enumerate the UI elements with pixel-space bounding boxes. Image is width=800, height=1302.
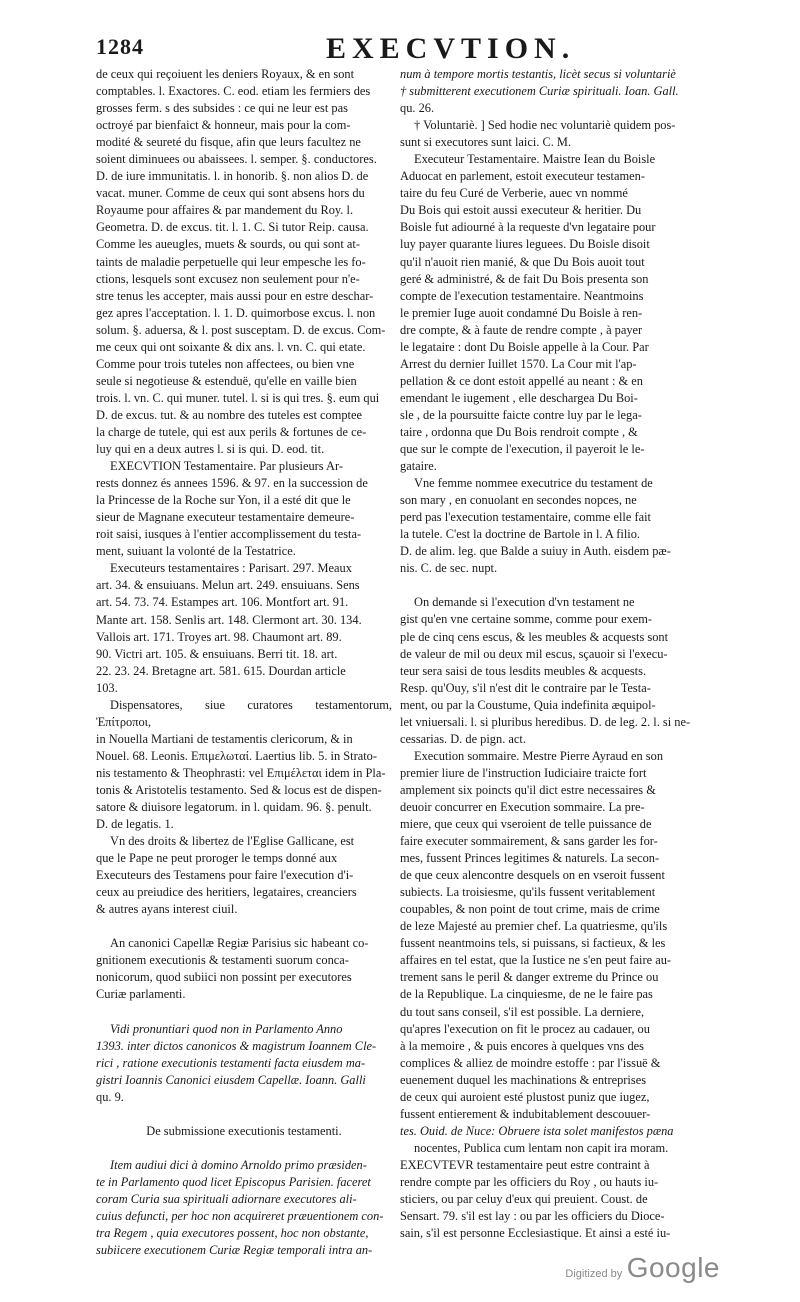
text-line: octroyé par bienfaict & honneur, mais pour la com- <box>96 118 351 133</box>
text-line: Item audiui dici à domino Arnoldo primo præsiden- <box>110 1157 367 1172</box>
text-line: D. de excus. tut. & au nombre des tuteles est comptee <box>96 407 362 422</box>
text-line: fussent neantmoins tels, si puissans, si factieux, & les <box>400 936 666 951</box>
text-line: let vniuersali. l. si pluribus heredibus. D. de leg. 2. l. si ne- <box>400 714 691 729</box>
text-line: geré & administré, & de fait Du Bois presenta son <box>400 271 649 286</box>
text-line: solum. §. aduersa, & l. post susceptam. D. de excus. Com- <box>96 322 386 337</box>
page-number: 1284 <box>96 34 144 59</box>
text-line: seule si negotieuse & estenduë, qu'elle en vaille bien <box>96 373 357 388</box>
text-line: trois. l. vn. C. qui muner. tutel. l. si is qui tres. §. eum qui <box>96 390 380 405</box>
page-header <box>0 34 800 66</box>
text-line: Execution sommaire. Mestre Pierre Ayraud en son <box>414 748 664 763</box>
section-lead-line: nocentes, Publica cum lentam non capit ira moram. <box>414 1140 669 1155</box>
text-line: fussent entierement & indubitablement descouuer- <box>400 1106 651 1121</box>
text-line: art. 54. 73. 74. Estampes art. 106. Montfort art. 91. <box>96 595 349 610</box>
text-line: subiects. La troisiesme, qu'ils fussent veritablement <box>400 885 656 900</box>
text-line: cessarias. D. de pign. act. <box>400 731 526 746</box>
text-line: 22. 23. 24. Bretagne art. 581. 615. Dourdan article <box>96 663 346 678</box>
text-line: num à tempore mortis testantis, licèt secus si voluntariè <box>400 67 676 81</box>
text-line: la charge de tutele, qui est aux perils & fortunes de ce- <box>96 424 367 439</box>
text-line: sain, s'il est personne Ecclesiastique. Et ainsi a esté iu- <box>400 1226 671 1241</box>
spacer <box>400 577 704 594</box>
text-line: nis testamento & Theophrasti: vel Επιμέλεται idem in Pla- <box>96 765 386 780</box>
text-line: le premier Iuge auoit condamné Du Boisle à ren- <box>400 305 643 320</box>
left-column <box>96 66 392 1259</box>
text-line: Executeurs des Testamens pour faire l'execution d'i- <box>96 868 354 883</box>
text-line: affaires en tel estat, que la Iustice ne s'en peut faire au- <box>400 953 672 968</box>
text-line: Du Bois qui estoit aussi executeur & heritier. Du <box>400 203 642 218</box>
text-line: rests donnez és annees 1596. & 97. en la succession de <box>96 476 368 491</box>
spacer <box>96 1106 392 1123</box>
text-line: la tutele. C'est la doctrine de Bartole in l. A filio. <box>400 527 641 542</box>
text-line: vacat. muner. Comme de ceux qui sont absens hors du <box>96 186 365 201</box>
digitized-by-label: Digitized by <box>565 1268 623 1280</box>
text-line: me ceux qui ont soixante & dix ans. l. vn. C. qui etate. <box>96 339 366 354</box>
text-line: Executeurs testamentaires : Parisart. 297. Meaux <box>110 561 352 576</box>
text-line: tonis & Aristotelis testamento. Sed & locus est de dispen- <box>96 782 382 797</box>
text-line: grosses ferm. s des subsides : ce qui ne leur est pas <box>96 101 348 116</box>
text-line: mes, fussent Princes legitimes & naturels. La secon- <box>400 851 660 866</box>
text-line: Boisle fut adiourné à la requeste d'vn legataire pour <box>400 220 656 235</box>
text-line: satore & diuisore legatorum. in l. quidam. 96. §. penult. <box>96 800 372 815</box>
text-line: gez apres l'acceptation. l. 1. D. quimorbose excus. l. non <box>96 305 376 320</box>
text-line: gistri Ioannis Canonici eiusdem Capellæ. Ioann. Galli <box>96 1072 366 1087</box>
text-line: in Nouella Martiani de testamentis clericorum, & in <box>96 731 353 746</box>
text-line: perd pas l'execution testamentaire, comme elle fait <box>400 510 651 525</box>
text-line: nis. C. de sec. nupt. <box>400 561 498 576</box>
text-line: compte de l'execution testamentaire. Neantmoins <box>400 288 644 303</box>
text-line: de ceux qui reçoiuent les deniers Royaux, & en sont <box>96 67 355 81</box>
text-line: ple de cinq cens escus, & les meubles & acquests sont <box>400 629 669 644</box>
text-line: D. de iure immunitatis. l. in honorib. §. non alios D. de <box>96 169 369 184</box>
section-lead-line: EXECVTION Testamentaire. Par plusieurs Ar- <box>110 459 343 474</box>
text-line: subiicere executionem Curiæ Regiæ temporali intra an- <box>96 1243 373 1258</box>
text-line: Nouel. 68. Leonis. Επιμελωταί. Laertius lib. 5. in Strato- <box>96 748 377 763</box>
text-line: emendant le iugement , elle deschargea Du Boi- <box>400 390 638 405</box>
text-line: Executeur Testamentaire. Maistre Iean du Boisle <box>414 152 656 167</box>
text-line: sieur de Magnane executeur testamentaire demeure- <box>96 510 355 525</box>
text-line: † submitterent executionem Curiæ spirituali. Ioan. Gall. <box>400 84 679 99</box>
text-line: trement sans le peril & danger extreme du Prince ou <box>400 970 659 985</box>
text-line: de la Republique. La cinquiesme, de ne le faire pas <box>400 987 653 1002</box>
text-line: Royaume pour affaires & par mandement du Roy. l. <box>96 203 354 218</box>
text-line: Aduocat en parlement, estoit executeur testamen- <box>400 169 645 184</box>
text-line: roit saisi, iusques à l'entier accomplissement du testa- <box>96 527 362 542</box>
text-line: Resp. qu'Ouy, s'il n'est dit le contraire par le Testa- <box>400 680 651 695</box>
text-line: luy payer quarante liures leguees. Du Boisle disoit <box>400 237 650 252</box>
text-line: dre compte, & à faute de rendre compte , à payer <box>400 322 643 337</box>
text-line: Dispensatores, siue curatores testamentorum, Ἐπίτροποι, <box>96 697 392 729</box>
text-line: sticiers, ou par celuy d'eux qui preuient. Coust. de <box>400 1192 648 1207</box>
text-line: euenement duquel les machinations & entreprises <box>400 1072 647 1087</box>
text-line: gist qu'en vne certaine somme, comme pour exem- <box>400 612 653 627</box>
footnote-line: † Voluntariè. ] Sed hodie nec voluntariè quidem pos- <box>414 118 676 133</box>
text-line: deuoir concurrer en Execution sommaire. La pre- <box>400 799 645 814</box>
text-line: EXECVTEVR testamentaire peut estre contraint à <box>400 1157 650 1172</box>
text-line: te in Parlamento quod licet Episcopus Parisien. faceret <box>96 1174 371 1189</box>
text-line: rici , ratione executionis testamenti facta eiusdem ma- <box>96 1055 366 1070</box>
text-line: de valeur de mil ou deux mil escus, sçauoir si l'execu- <box>400 646 668 661</box>
text-line: rendre compte par les officiers du Roy , ou hauts iu- <box>400 1175 659 1189</box>
spacer <box>96 918 392 935</box>
text-line: art. 34. & ensuiuans. Melun art. 249. ensuiuans. Sens <box>96 578 360 593</box>
text-line: que le Pape ne peut proroger le temps donné aux <box>96 851 338 866</box>
text-line: coram Curia sua spirituali adiornare executores ali- <box>96 1191 357 1206</box>
text-line: amplement six poincts qu'il dict estre necessaires & <box>400 782 656 797</box>
text-line: taints de maladie perpetuelle qui leur empesche les fo- <box>96 254 366 269</box>
text-line: modité & seureté du fisque, afin que leurs facultez ne <box>96 135 361 150</box>
text-line: la Princesse de la Roche sur Yon, il a esté dit que le <box>96 493 351 508</box>
text-line: ment, ou par la Coustume, Quia indefinita æquipol- <box>400 697 656 712</box>
text-line: ceux au preiudice des heritiers, legataires, creanciers <box>96 885 357 900</box>
text-line: Curiæ parlamenti. <box>96 987 186 1002</box>
text-line: Geometra. D. de excus. tit. l. 1. C. Si tutor Reip. causa. <box>96 220 369 235</box>
text-line: Mante art. 158. Senlis art. 148. Clermont art. 30. 134. <box>96 612 362 627</box>
text-line: de que ceux alencontre desquels on en vseroit fussent <box>400 868 665 883</box>
text-line: Vidi pronuntiari quod non in Parlamento Anno <box>110 1021 343 1036</box>
text-line: premier liure de l'instruction Iudiciaire traicte fort <box>400 765 647 780</box>
text-line: faire executer sommairement, & sans garder les for- <box>400 834 658 849</box>
running-title: EXECVTION. <box>326 32 576 65</box>
text-line: pellation & ce dont estoit appellé au neant : & en <box>400 373 643 388</box>
text-line: Sensart. 79. s'il est lay : ou par les officiers du Dioce- <box>400 1209 665 1224</box>
text-line: taire du feu Curé de Verberie, auec vn nommé <box>400 186 628 201</box>
text-line: le legataire : dont Du Boisle appelle à la Cour. Par <box>400 339 649 354</box>
text-line: & autres ayans interest ciuil. <box>96 902 238 917</box>
text-line: luy qui en a deux autres l. si is qui. D. eod. tit. <box>96 442 325 457</box>
text-line: de leze Majesté au premier chef. La quatriesme, qu'ils <box>400 919 668 934</box>
text-line: qu. 26. <box>400 101 435 116</box>
right-column <box>400 66 704 1242</box>
text-line: à la memoire , & puis encores à quelques vns des <box>400 1038 644 1053</box>
text-line: Vne femme nommee executrice du testament de <box>414 476 653 491</box>
text-line: Vn des droits & libertez de l'Eglise Gallicane, est <box>110 834 355 849</box>
text-line: 1393. inter dictos canonicos & magistrum Ioannem Cle- <box>96 1038 377 1053</box>
text-line: On demande si l'execution d'vn testament ne <box>414 595 635 610</box>
text-line: D. de alim. leg. que Balde a suiuy in Auth. eisdem pæ- <box>400 544 671 559</box>
text-line: qu'il n'auoit rien manié, & que Du Bois auoit tout <box>400 254 645 269</box>
spacer <box>96 1004 392 1021</box>
text-line: soient diminuees ou abaissees. l. semper. §. conductores. <box>96 152 377 167</box>
text-line: stre tenus les accepter, mais aussi pour en estre deschar- <box>96 288 374 303</box>
text-line: son mary , en conuolant en secondes nopces, ne <box>400 493 637 508</box>
text-line: 103. <box>96 680 118 695</box>
text-line: Vallois art. 171. Troyes art. 98. Chaumont art. 89. <box>96 629 342 644</box>
text-line: qu'apres l'execution on fit le procez au cadauer, ou <box>400 1021 650 1036</box>
subheading: De submissione executionis testamenti. <box>146 1123 342 1138</box>
digitized-by-watermark <box>565 1252 720 1284</box>
text-line: coupables, & non point de tout crime, mais de crime <box>400 902 660 917</box>
text-line: D. de legatis. 1. <box>96 817 174 832</box>
text-line: comptables. l. Exactores. C. eod. etiam les fermiers des <box>96 84 371 99</box>
text-line: Comme pour trois tuteles non affectees, ou bien vne <box>96 356 355 371</box>
text-line: taire , ordonna que Du Bois rendroit compte , & <box>400 424 638 439</box>
text-line: ctions, lesquels sont excusez non seulement pour n'e- <box>96 271 360 286</box>
text-line: tra Regem , quia executores possent, hoc non obstante, <box>96 1226 369 1240</box>
text-line: complices & alliez de moindre estoffe : par l'issuë & <box>400 1055 661 1070</box>
text-line: ment, suiuant la volonté de la Testatrice. <box>96 544 296 559</box>
text-line: du tout sans conseil, s'il est possible. La derniere, <box>400 1004 645 1019</box>
text-line: gnitionem executionis & testamenti suorum conca- <box>96 953 349 968</box>
text-line: de ceux qui auroient esté plustost puniz que iugez, <box>400 1089 650 1104</box>
text-line: teur sera saisi de tous lesdits meubles & acquests. <box>400 663 647 678</box>
spacer <box>96 1140 392 1157</box>
google-logo: Google <box>626 1252 720 1283</box>
text-line: que sur le compte de l'execution, il payeroit le le- <box>400 442 645 457</box>
text-line: An canonici Capellæ Regiæ Parisius sic habeant co- <box>110 936 369 951</box>
text-line: 90. Victri art. 105. & ensuiuans. Berri tit. 18. art. <box>96 646 338 661</box>
footnote-line: sunt si executores sunt laici. C. M. <box>400 135 572 150</box>
text-line: nonicorum, quod subiici non possint per executores <box>96 970 352 985</box>
text-line: cuius defuncti, per hoc non acquireret præuentionem con- <box>96 1208 384 1223</box>
text-line: Arrest du dernier Iuillet 1570. La Cour mit l'ap- <box>400 356 637 371</box>
text-line: gataire. <box>400 459 437 474</box>
text-line: Comme les aueugles, muets & sourds, ou qui sont at- <box>96 237 360 252</box>
text-line: miere, que ceux qui vseroient de telle puissance de <box>400 817 652 832</box>
text-line: tes. Ouid. de Nuce: Obruere ista solet manifestos pæna <box>400 1123 674 1138</box>
text-line: qu. 9. <box>96 1089 124 1104</box>
text-line: sle , de la poursuitte faicte contre luy par le lega- <box>400 407 642 422</box>
